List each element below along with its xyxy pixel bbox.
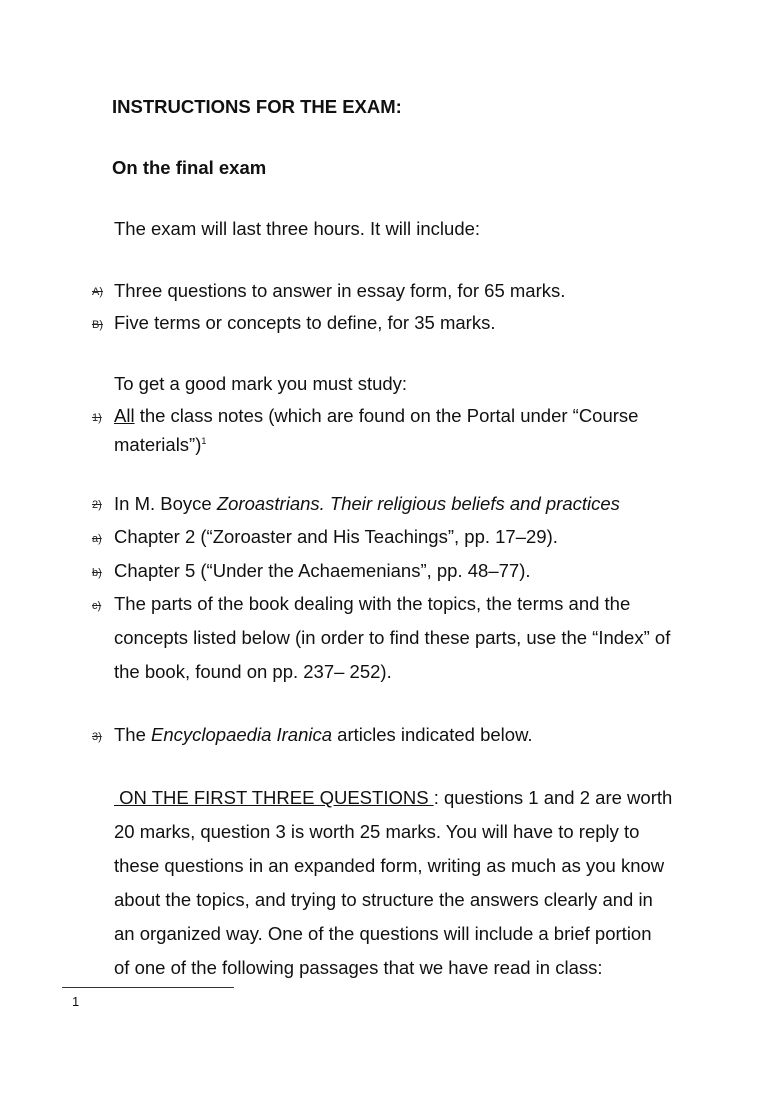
section-line5: an organized way. One of the questions will include a brief portion: [114, 923, 652, 944]
subitem-c-marker: c): [92, 600, 102, 612]
item-2-book-title: Zoroastrians. Their religious beliefs and practices: [216, 493, 620, 514]
section-subheading: On the final exam: [112, 157, 267, 178]
item-1-cont-text: materials”): [114, 434, 202, 455]
item-3-suffix: articles indicated below.: [332, 724, 533, 745]
item-3-encyclopaedia-title: Encyclopaedia Iranica: [151, 724, 333, 745]
study-intro: To get a good mark you must study:: [114, 373, 408, 394]
item-3-marker: 3): [92, 731, 102, 743]
subitem-a-marker: a): [92, 533, 102, 545]
item-1-text: [114, 404, 638, 428]
page-heading: INSTRUCTIONS FOR THE EXAM:: [112, 96, 402, 117]
item-2-marker: 2): [92, 499, 102, 511]
subitem-c-line2: concepts listed below (in order to find these parts, use the “Index” of: [114, 627, 671, 648]
section-line6: of one of the following passages that we have read in class:: [114, 957, 603, 978]
item-1-underlined-word: All: [114, 405, 135, 426]
item-3-prefix: The: [114, 724, 152, 745]
section-line4: about the topics, and trying to structure the answers clearly and in: [114, 889, 653, 910]
subitem-a-text: Chapter 2 (“Zoroaster and His Teachings”, pp. 17–29).: [114, 526, 558, 547]
subitem-b-text: Chapter 5 (“Under the Achaemenians”, pp. 48–77).: [114, 560, 531, 581]
section-underlined-heading: ON THE FIRST THREE QUESTIONS: [114, 787, 434, 808]
section-line2: 20 marks, question 3 is worth 25 marks. You will have to reply to: [114, 821, 640, 842]
item-1-continuation: [114, 433, 206, 457]
section-line1: [114, 786, 672, 810]
section-line1-rest: : questions 1 and 2 are worth: [433, 787, 673, 808]
subitem-b-marker: b): [92, 567, 102, 579]
section-line3: these questions in an expanded form, writing as much as you know: [114, 855, 665, 876]
footnote-number: 1: [72, 994, 80, 1009]
part-a-text: Three questions to answer in essay form, for 65 marks.: [114, 280, 566, 301]
footnote-separator: [62, 987, 234, 988]
part-b-text: Five terms or concepts to define, for 35 marks.: [114, 312, 496, 333]
item-1-rest: the class notes (which are found on the Portal under “Course: [134, 405, 639, 426]
item-2-text: [114, 492, 620, 516]
item-1-marker: 1): [92, 412, 102, 424]
intro-text: The exam will last three hours. It will include:: [114, 218, 481, 239]
item-2-prefix: In M. Boyce: [114, 493, 217, 514]
footnote-reference[interactable]: 1: [201, 435, 207, 446]
item-3-text: [114, 723, 533, 747]
subitem-c-line1: The parts of the book dealing with the topics, the terms and the: [114, 593, 631, 614]
subitem-c-line3: the book, found on pp. 237– 252).: [114, 661, 392, 682]
part-b-marker: B): [92, 319, 103, 331]
part-a-marker: A): [92, 286, 103, 298]
